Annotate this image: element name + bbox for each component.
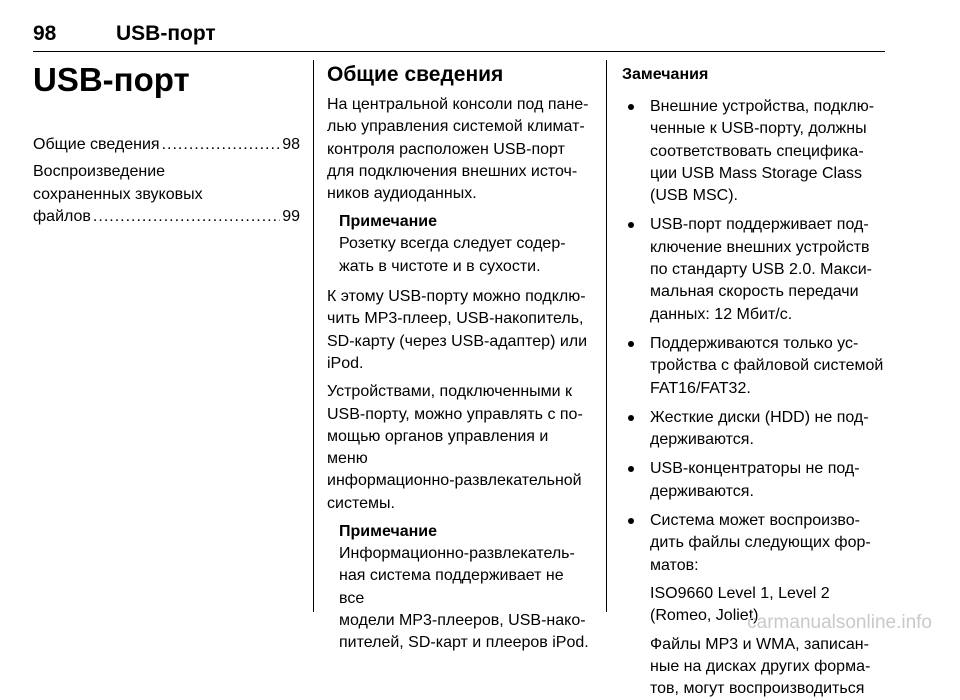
- toc-leader-dots: [93, 206, 280, 228]
- toc-entry-page: 98: [282, 136, 300, 153]
- toc-leader-dots: [162, 134, 281, 156]
- list-item: USB-концентраторы не под- держиваются.: [622, 458, 886, 503]
- toc-entry-title: файлов: [33, 207, 91, 225]
- format-item: ISO9660 Level 1, Level 2 (Romeo, Joliet): [650, 584, 830, 625]
- toc-entry-title: Общие сведения: [33, 136, 160, 153]
- bullet-icon: [628, 466, 634, 472]
- toc-entry-playback[interactable]: [33, 161, 300, 228]
- toc-entry-title: сохраненных звуковых: [33, 185, 203, 203]
- note-box: Примечание Розетку всегда следует содер- жать в чистоте и в сухости.: [339, 211, 593, 278]
- list-item: Поддерживаются только ус- тройства с файловой системой FAT16/FAT32.: [622, 333, 886, 400]
- column-divider-2: [606, 60, 607, 612]
- list-item: Внешние устройства, подклю- ченные к USB-порту, должны соответствовать специфика- ции USB Mass Storage Class (USB MSC).: [622, 96, 886, 207]
- running-title: USB-порт: [116, 22, 216, 45]
- format-item: Файлы MP3 и WMA, записан- ные на дисках других форма- тов, могут воспроизводиться: [650, 635, 871, 698]
- devices-paragraph: К этому USB-порту можно подклю- чить MP3-плеер, USB-накопитель, SD-карту (через USB-адаптер) или iPod.: [327, 288, 588, 372]
- bullet-icon: [628, 341, 634, 347]
- column-divider-1: [313, 60, 314, 612]
- note-label: Примечание: [339, 523, 438, 541]
- list-item: Жесткие диски (HDD) не под- держиваются.: [622, 407, 886, 452]
- intro-paragraph: На центральной консоли под пане- лью управления системой климат- контроля расположен USB-порт для подключения внешних источ- ников аудиоданных.: [327, 96, 589, 203]
- remarks-list: [622, 96, 886, 700]
- chapter-title: USB-порт: [33, 61, 190, 98]
- toc-entry-title: Воспроизведение: [33, 163, 166, 181]
- watermark: carmanualsonline.info: [747, 612, 932, 633]
- page-number: 98: [33, 22, 57, 45]
- toc-entry-page: 99: [282, 207, 300, 225]
- list-item: USB-порт поддерживает под- ключение внешних устройств по стандарту USB 2.0. Макси- мальная скорость передачи данных: 12 Мбит/с.: [622, 214, 886, 325]
- remarks-column: [622, 60, 886, 700]
- control-paragraph: Устройствами, подключенными к USB-порту, можно управлять с по- мощью органов управления и меню информационно-развлекательной системы.: [327, 383, 583, 512]
- general-column: [327, 60, 593, 655]
- table-of-contents: [33, 134, 300, 228]
- bullet-icon: [628, 222, 634, 228]
- toc-entry-general[interactable]: [33, 134, 300, 156]
- bullet-icon: [628, 104, 634, 110]
- note-box: Примечание Информационно-развлекатель- ная система поддерживает не все модели MP3-плееров, USB-нако- пителей, SD-карт и плееров iPod.: [339, 521, 593, 654]
- section-heading-remarks: Замечания: [622, 66, 709, 83]
- header-rule: [33, 51, 885, 52]
- page-header: [33, 22, 885, 52]
- toc-column: [33, 60, 300, 228]
- bullet-icon: [628, 415, 634, 421]
- bullet-icon: [628, 518, 634, 524]
- note-label: Примечание: [339, 213, 438, 231]
- list-item: Система может воспроизво- дить файлы следующих фор- матов: ISO9660 Level 1, Level 2 (Romeo, Joliet) Файлы MP3 и WMA, записан- ные на дисках других форма- тов, могут воспроизводиться: [622, 510, 886, 700]
- section-heading-general: Общие сведения: [327, 63, 504, 86]
